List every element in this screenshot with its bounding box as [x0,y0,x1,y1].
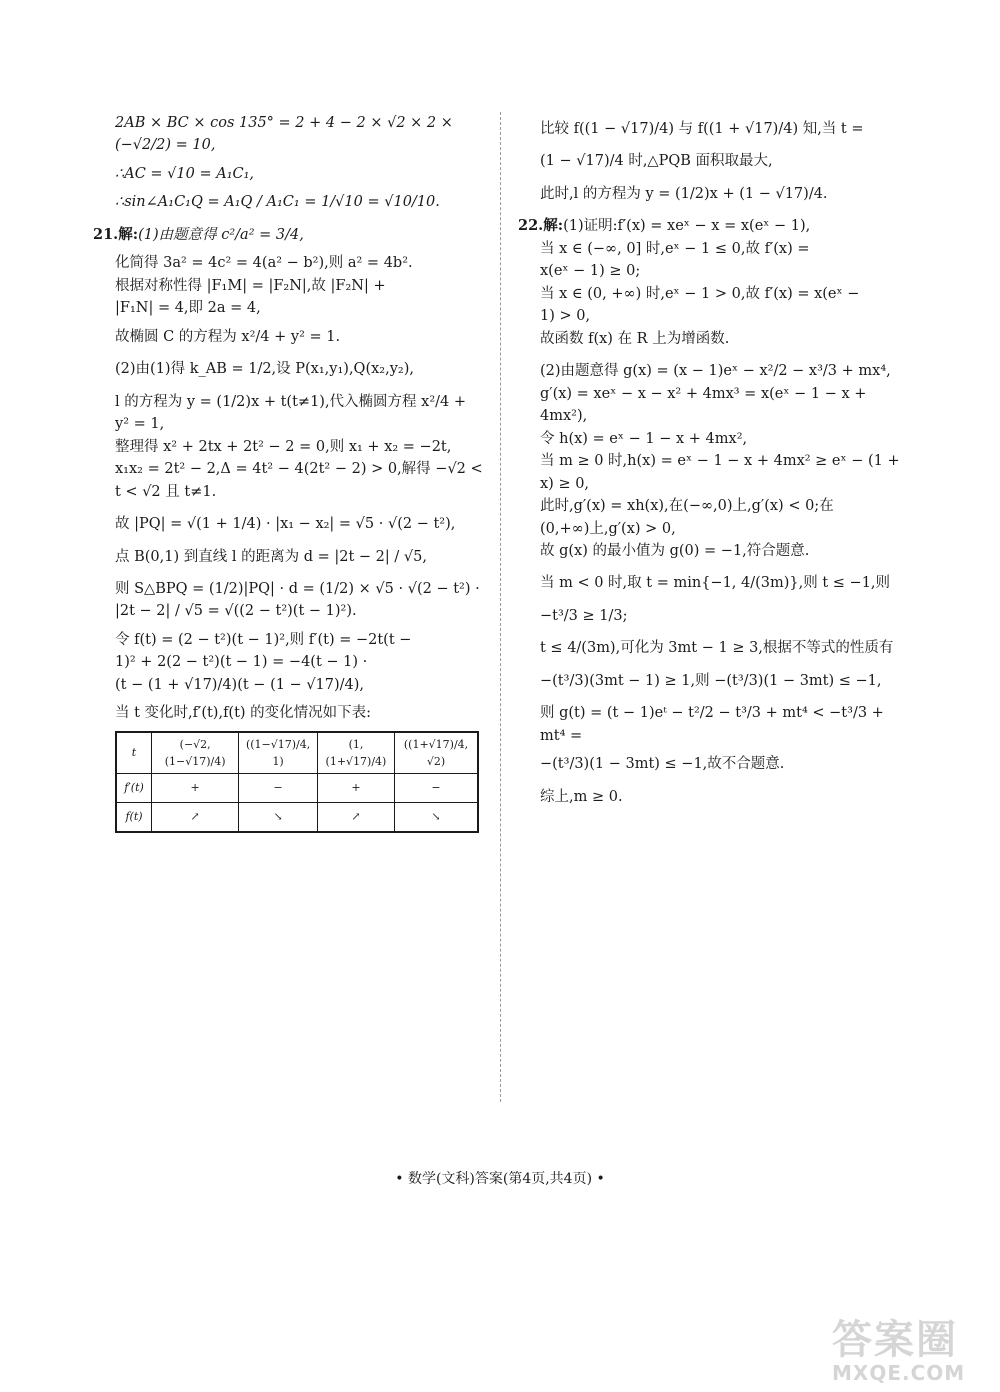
solution-label: 解: [118,225,139,243]
text-line: t ≤ 4/(3m),可化为 3mt − 1 ≥ 3,根据不等式的性质有 [540,640,894,657]
question-number: 21. [93,225,119,243]
text-line: −(t³/3)(1 − 3mt) ≤ −1,故不合题意. [540,756,785,773]
text-line: 故 |PQ| = √(1 + 1/4) · |x₁ − x₂| = √5 · √(2 − t²), [115,516,456,533]
text-line: |2t − 2| / √5 = √((2 − t²)(t − 1)²). [115,603,357,620]
right-column [518,112,908,808]
text-line: x) ≥ 0, [540,475,590,492]
text-line: 点 B(0,1) 到直线 l 的距离为 d = |2t − 2| / √5, [115,548,427,565]
text-line: (1)证明:f′(x) = xeˣ − x = x(eˣ − 1), [563,218,811,235]
text-line: 此时,g′(x) = xh(x),在(−∞,0)上,g′(x) < 0;在 [540,498,834,515]
text-line: −t³/3 ≥ 1/3; [540,607,628,624]
table-cell: ↗ [152,802,239,832]
text-line: (1 − √17)/4 时,△PQB 面积取最大, [540,153,773,170]
table-cell: (1, (1+√17)/4) [317,732,394,774]
question-number: 22. [518,217,544,235]
text-line: (0,+∞)上,g′(x) > 0, [540,520,676,537]
text-line: 故函数 f(x) 在 R 上为增函数. [540,330,730,347]
text-line: 令 f(t) = (2 − t²)(t − 1)²,则 f′(t) = −2t(t − [115,631,412,648]
watermark-chinese: 答案圈 [832,1317,958,1363]
text-line: 比较 f((1 − √17)/4) 与 f((1 + √17)/4) 知,当 t = [540,121,864,137]
table-row [116,773,478,802]
text-line: −(t³/3)(3mt − 1) ≥ 1,则 −(t³/3)(1 − 3mt) ≤ −1, [540,672,882,689]
table-cell: − [239,773,318,802]
text-line: 当 m < 0 时,取 t = min{−1, 4/(3m)},则 t ≤ −1,则 [540,575,891,592]
watermark-english: MXQE.COM [832,1361,966,1385]
variation-table [115,731,479,833]
text-line: 1)² + 2(2 − t²)(t − 1) = −4(t − 1) · [115,654,368,671]
text-line: 故椭圆 C 的方程为 x²/4 + y² = 1. [115,328,341,345]
page-footer: • 数学(文科)答案(第4页,共4页) • [395,1171,605,1187]
text-line: 综上,m ≥ 0. [540,788,623,805]
text-line: 则 g(t) = (t − 1)eᵗ − t²/2 − t³/3 + mt⁴ < −t³/3 + mt⁴ = [540,705,884,744]
text-line: (2)由题意得 g(x) = (x − 1)eˣ − x²/2 − x³/3 + mx⁴, [540,363,891,380]
text-line: 当 t 变化时,f′(t),f(t) 的变化情况如下表: [115,705,372,722]
table-cell: f′(t) [116,773,152,802]
text-line: l 的方程为 y = (1/2)x + t(t≠1),代入椭圆方程 x²/4 + [115,393,467,410]
text-line: (−√2/2) = 10, [115,137,216,154]
text-line: x(eˣ − 1) ≥ 0; [540,263,641,280]
text-line: 此时,l 的方程为 y = (1/2)x + (1 − √17)/4. [540,185,828,202]
text-line: 当 m ≥ 0 时,h(x) = eˣ − 1 − x + 4mx² ≥ eˣ − (1 + [540,453,900,470]
question-22-header [518,215,908,237]
text-line: 2AB × BC × cos 135° = 2 + 4 − 2 × √2 × 2 × [115,115,453,131]
table-cell: ↗ [317,802,394,832]
left-column [93,112,483,833]
text-line: (2)由(1)得 k_AB = 1/2,设 P(x₁,y₁),Q(x₂,y₂), [115,361,414,378]
text-line: g′(x) = xeˣ − x − x² + 4mx³ = x(eˣ − 1 − x + [540,385,867,402]
table-cell: + [317,773,394,802]
text-line: 则 S△BPQ = (1/2)|PQ| · d = (1/2) × √5 · √(2 − t²) · [115,580,480,597]
text-line: 根据对称性得 |F₁M| = |F₂N|,故 |F₂N| + [115,277,386,294]
table-cell: f(t) [116,802,152,832]
text-line: ∴sin∠A₁C₁Q = A₁Q / A₁C₁ = 1/√10 = √10/10. [115,194,440,211]
text-line: (1)由题意得 c²/a² = 3/4, [138,226,304,243]
table-cell: ↘ [395,802,478,832]
text-line: y² = 1, [115,416,165,433]
table-cell: ((1+√17)/4, √2) [395,732,478,774]
table-cell: + [152,773,239,802]
text-line: 整理得 x² + 2tx + 2t² − 2 = 0,则 x₁ + x₂ = −2t, [115,438,452,455]
text-line: 化简得 3a² = 4c² = 4(a² − b²),则 a² = 4b². [115,255,413,272]
text-line: ∴AC = √10 = A₁C₁, [115,165,255,182]
table-row [116,732,478,774]
text-line: t < √2 且 t≠1. [115,483,217,500]
text-line: x₁x₂ = 2t² − 2,Δ = 4t² − 4(2t² − 2) > 0,解得 −√2 < [115,461,483,478]
table-cell: (−√2, (1−√17)/4) [152,732,239,774]
text-line: 当 x ∈ (0, +∞) 时,eˣ − 1 > 0,故 f′(x) = x(eˣ − [540,285,860,302]
table-cell: ((1−√17)/4, 1) [239,732,318,774]
text-line: 1) > 0, [540,308,591,325]
watermark-logo [832,1318,982,1386]
table-cell: ↘ [239,802,318,832]
text-line: |F₁N| = 4,即 2a = 4, [115,300,261,317]
column-divider [500,112,501,1102]
text-line: 4mx²), [540,408,588,425]
text-line: 当 x ∈ (−∞, 0] 时,eˣ − 1 ≤ 0,故 f′(x) = [540,240,810,257]
question-21-header [93,224,483,246]
table-cell: t [116,732,152,774]
table-cell: − [395,773,478,802]
text-line: 令 h(x) = eˣ − 1 − x + 4mx², [540,430,748,447]
text-line: (t − (1 + √17)/4)(t − (1 − √17)/4), [115,676,365,693]
solution-label: 解: [543,217,564,235]
table-row [116,802,478,832]
text-line: 故 g(x) 的最小值为 g(0) = −1,符合题意. [540,542,810,559]
